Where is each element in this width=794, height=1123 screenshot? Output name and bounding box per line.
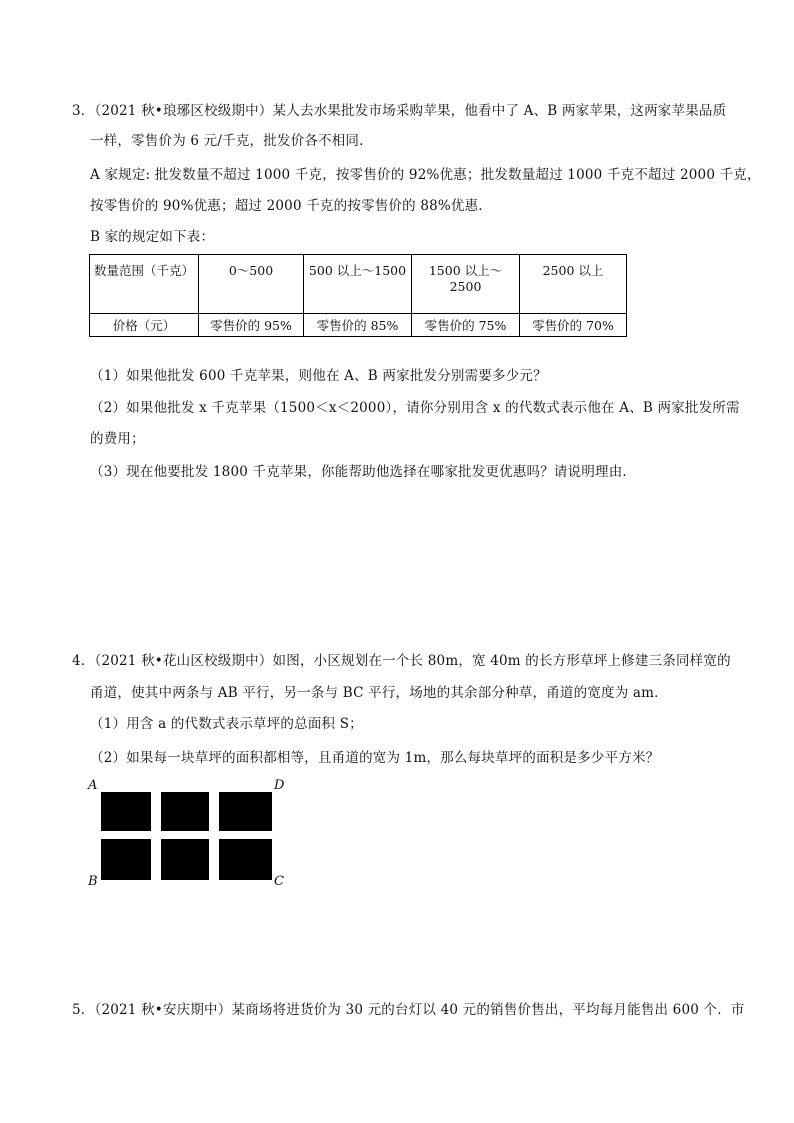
table-header-cell: 数量范围（千克）: [90, 255, 199, 314]
q3-sub-2-line-1: （2）如果他批发 x 千克苹果（1500＜x＜2000），请你分别用含 x 的代数式表示他在 A、B 两家批发所需: [90, 400, 740, 416]
q3-rule-b-intro: B 家的规定如下表：: [90, 229, 215, 245]
vertical-path-2: [209, 792, 219, 880]
table-cell: 零售价的 85%: [304, 314, 412, 337]
table-header-cell: 1500 以上～2500: [412, 255, 520, 314]
table-row: [90, 314, 627, 337]
table-cell: 零售价的 95%: [199, 314, 304, 337]
q3-sub-1: （1）如果他批发 600 千克苹果，则他在 A、B 两家批发分别需要多少元？: [90, 368, 547, 384]
b-rules-table: [89, 254, 627, 337]
q3-rule-a-line-1: A 家规定: 批发数量不超过 1000 千克，按零售价的 92%优惠；批发数量超过 1000 千克不超过 2000 千克，: [90, 167, 761, 183]
table-cell: 价格（元）: [90, 314, 199, 337]
q3-rule-a-line-2: 按零售价的 90%优惠；超过 2000 千克的按零售价的 88%优惠．: [90, 198, 493, 214]
q4-sub-2: （2）如果每一块草坪的面积都相等，且甬道的宽为 1m，那么每块草坪的面积是多少平方米？: [90, 750, 660, 766]
q5-line-1: 5．（2021 秋•安庆期中）某商场将进货价为 30 元的台灯以 40 元的销售价售出，平均每月能售出 600 个．市: [72, 1002, 745, 1018]
table-header-cell: 500 以上～1500: [304, 255, 412, 314]
horizontal-path: [101, 831, 272, 839]
lawn-diagram-svg: [88, 778, 288, 888]
vertex-label-c: C: [274, 874, 284, 889]
table-cell: 零售价的 70%: [520, 314, 627, 337]
q4-line-2: 甬道，使其中两条与 AB 平行，另一条与 BC 平行，场地的其余部分种草，甬道的宽度为 am．: [90, 685, 668, 701]
vertex-label-a: A: [88, 778, 98, 793]
q3-line-2: 一样，零售价为 6 元/千克，批发价各不相同．: [90, 133, 373, 149]
q4-sub-1: （1）用含 a 的代数式表示草坪的总面积 S；: [90, 716, 363, 732]
vertical-path-1: [151, 792, 161, 880]
q3-sub-3: （3）现在他要批发 1800 千克苹果，你能帮助他选择在哪家批发更优惠吗？请说明理由．: [90, 464, 637, 480]
vertex-label-b: B: [88, 874, 98, 889]
lawn-diagram: [88, 778, 288, 888]
vertex-label-d: D: [274, 778, 285, 793]
q3-line-1: 3．（2021 秋•琅琊区校级期中）某人去水果批发市场采购苹果，他看中了 A、B 两家苹果，这两家苹果品质: [72, 103, 727, 119]
q4-line-1: 4．（2021 秋•花山区校级期中）如图，小区规划在一个长 80m，宽 40m 的长方形草坪上修建三条同样宽的: [72, 653, 731, 669]
table-cell: 零售价的 75%: [412, 314, 520, 337]
table-header-cell: 0～500: [199, 255, 304, 314]
table-header-cell: 2500 以上: [520, 255, 627, 314]
table-row: [90, 255, 627, 314]
q3-sub-2-line-2: 的费用；: [90, 431, 145, 447]
